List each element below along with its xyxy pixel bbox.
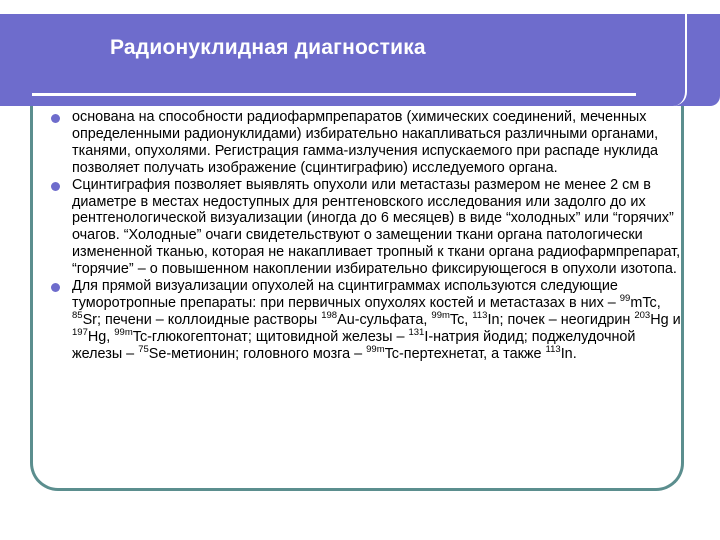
bullet-dot-icon [51,182,60,191]
isotope-mass: 197 [72,326,88,338]
isotope-mass: 99m [431,309,450,321]
bullet-text: Для прямой визуализации опухолей на сцинтиграммах используются следующие туморотропные препараты: при первичных опухолях костей и метастазах в них – $^{99}$mTc, $^{85}$Sr; печени – коллоидные растворы $^{198}$Au-сульфата, $^{99m}$Tc, $^{113}$In; почек – неогидрин $^{203}$Hg и $^{197}$Hg, $^{99m}$Tc-глюкогептонат; щитовидной железы – $^{131}$I-натрия йодид; поджелудочной железы – $^{75}$Se-метионин; головного мозга – $^{99m}$Tc-пертехнетат, а также $^{113}$In. [72,278,681,362]
isotope-mass: 85 [72,309,83,321]
isotope-mass: 99m [366,343,385,355]
isotope-mass: 198 [321,309,338,321]
bullet-list [48,109,688,363]
isotope-mass: 113 [472,309,488,321]
bullet-item-2 [48,177,688,278]
isotope-mass: 131 [408,326,425,338]
title-underline [32,93,636,96]
isotope-mass: 75 [138,343,149,355]
bullet-item-3 [48,278,688,363]
bullet-dot-icon [51,283,60,292]
bullet-item-1 [48,109,688,177]
bullet-dot-icon [51,114,60,123]
isotope-mass: 113 [545,343,561,355]
isotope-mass: 203 [634,309,651,321]
bullet-text: Сцинтиграфия позволяет выявлять опухоли или метастазы размером не менее 2 см в диаметре в местах недоступных для рентгеновского исследования или задолго до их рентгенологической визуализации (иногда до 6 месяцев) в виде “холодных” или “горячих” очагов. “Холодные” очаги свидетельствуют о замещении ткани органа патологически измененной тканью, которая не накапливает тропный к ткани органа радиофармпрепарат, “горячие” – о повышенном накоплении избирательно фиксирующегося в опухоли изотопа. [72,176,681,278]
slide-title: Радионуклидная диагностика [110,36,426,59]
isotope-mass: 99m [114,326,133,338]
isotope-mass: 99 [619,292,631,304]
bullet-text: основана на способности радиофармпрепаратов (химических соединений, меченных определенными радионуклидами) избирательно накапливаться различными органами, тканями, опухолями. Регистрация гамма-излучения испускаемого при распаде нуклида позволяет получать изображение (сцинтиграфию) исследуемого органа. [72,109,659,176]
